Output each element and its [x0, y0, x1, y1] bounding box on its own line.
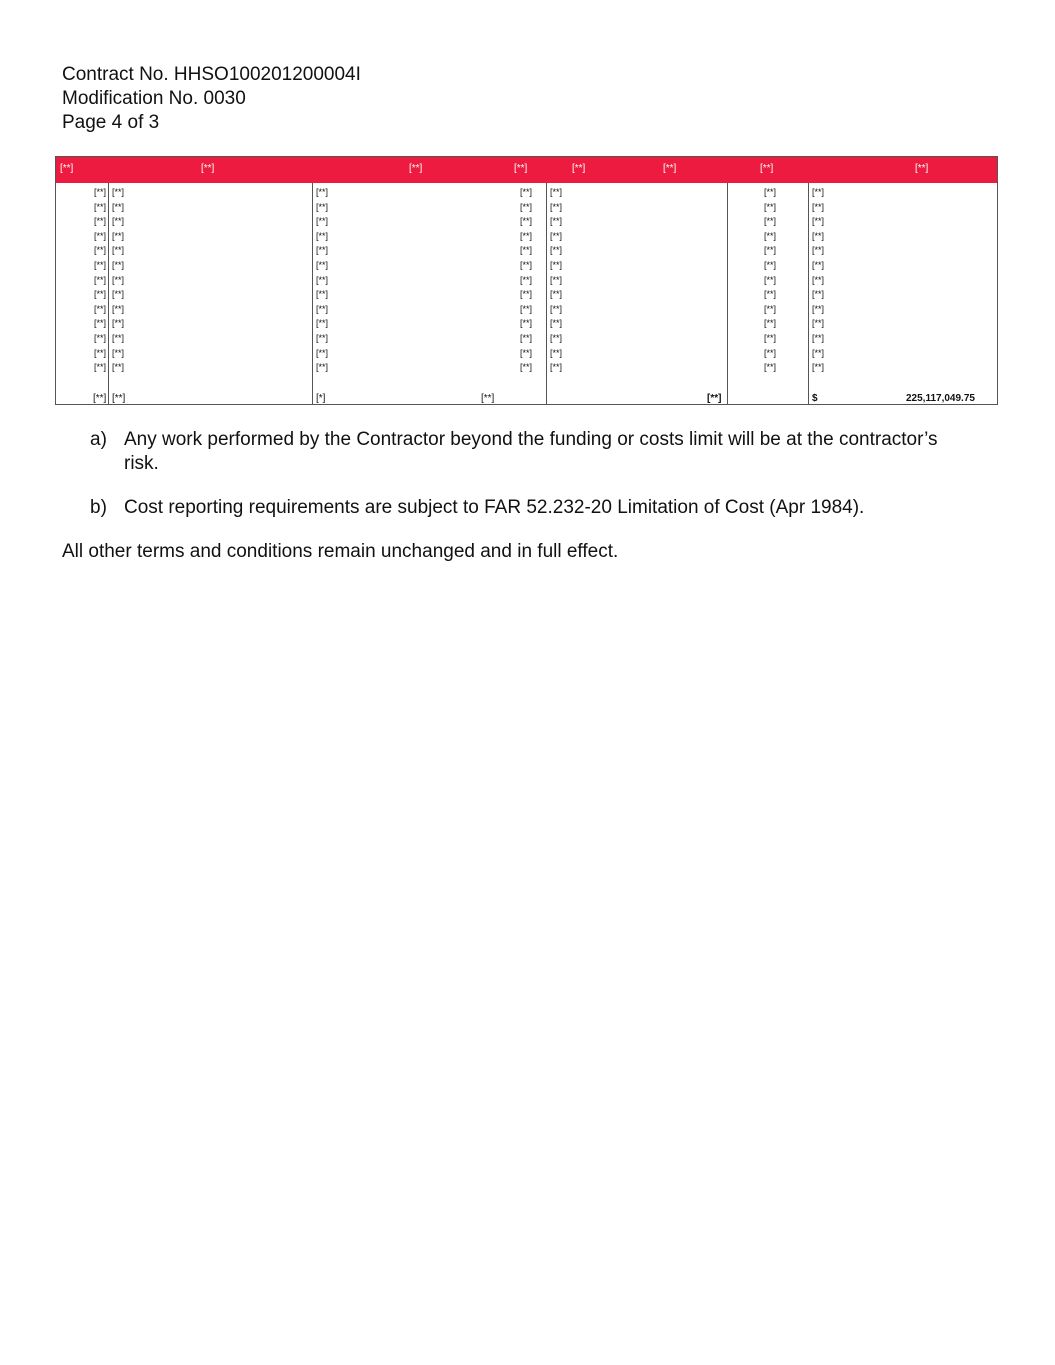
table-cell: [**]: [550, 303, 563, 314]
table-cell: [**]: [316, 274, 329, 285]
table-cell: [**]: [316, 303, 329, 314]
table-cell: [**]: [812, 303, 825, 314]
table-cell: [**]: [93, 187, 106, 197]
table-header-cell: [**]: [572, 163, 586, 174]
list-item-label: a): [90, 429, 107, 450]
table-cell: [**]: [763, 201, 776, 212]
table-cell: [**]: [112, 201, 125, 212]
table-cell: [**]: [812, 318, 825, 329]
table-cell: [**]: [763, 318, 776, 329]
table-cell: [**]: [112, 362, 125, 373]
table-cell: [**]: [812, 289, 825, 300]
table-cell: [**]: [550, 245, 563, 256]
column-divider: [727, 183, 728, 404]
table-cell: [**]: [519, 347, 532, 358]
table-cell: [**]: [550, 230, 563, 241]
table-cell: [**]: [316, 259, 329, 270]
table-header-cell: [**]: [663, 163, 677, 174]
column-divider: [546, 183, 547, 404]
table-header-row: [56, 157, 997, 183]
table-column: [812, 185, 824, 375]
table-header-cell: [**]: [760, 163, 774, 174]
table-cell: [**]: [112, 332, 125, 343]
column-divider: [108, 183, 109, 404]
table-cell: [**]: [519, 318, 532, 329]
table-cell: [**]: [812, 347, 825, 358]
table-column: [76, 185, 106, 375]
table-cell: [**]: [93, 289, 106, 300]
table-cell: [**]: [550, 201, 563, 212]
table-cell: [**]: [763, 245, 776, 256]
column-divider: [312, 183, 313, 404]
closing-statement: All other terms and conditions remain unchanged and in full effect.: [62, 541, 619, 562]
table-cell: [**]: [519, 216, 532, 227]
table-cell: [**]: [112, 303, 125, 314]
modification-number: Modification No. 0030: [62, 88, 246, 109]
table-cell: [**]: [812, 245, 825, 256]
document-header: [62, 63, 361, 135]
table-cell: [**]: [763, 347, 776, 358]
page-number: Page 4 of 3: [62, 112, 160, 133]
table-cell: [**]: [93, 318, 106, 329]
total-cell: [**]: [93, 393, 107, 404]
table-cell: [**]: [316, 332, 329, 343]
table-cell: [**]: [812, 216, 825, 227]
table-cell: [**]: [316, 230, 329, 241]
table-cell: [**]: [316, 245, 329, 256]
table-cell: [**]: [763, 216, 776, 227]
table-cell: [**]: [763, 230, 776, 241]
table-cell: [**]: [316, 362, 329, 373]
table-cell: [**]: [812, 274, 825, 285]
table-header-cell: [**]: [915, 163, 929, 174]
table-cell: [**]: [112, 347, 125, 358]
table-cell: [**]: [93, 201, 106, 212]
total-currency: $: [812, 393, 818, 404]
table-cell: [**]: [763, 303, 776, 314]
contract-number: Contract No. HHSO100201200004I: [62, 64, 361, 85]
table-cell: [**]: [93, 274, 106, 285]
total-amount: 225,117,049.75: [906, 393, 975, 404]
list-item-label: b): [90, 497, 107, 518]
table-cell: [**]: [316, 201, 329, 212]
table-column: [112, 185, 124, 375]
table-cell: [**]: [93, 332, 106, 343]
total-cell: [**]: [707, 393, 722, 404]
table-cell: [**]: [550, 216, 563, 227]
table-cell: [**]: [550, 274, 563, 285]
notes-list: [90, 428, 950, 540]
table-cell: [**]: [93, 230, 106, 241]
table-cell: [**]: [112, 230, 125, 241]
list-item: [90, 496, 950, 520]
table-cell: [**]: [550, 347, 563, 358]
table-cell: [**]: [550, 332, 563, 343]
table-cell: [**]: [763, 332, 776, 343]
table-cell: [**]: [112, 216, 125, 227]
table-cell: [**]: [93, 347, 106, 358]
table-cell: [**]: [112, 318, 125, 329]
table-header-cell: [**]: [60, 163, 74, 174]
table-cell: [**]: [112, 187, 125, 197]
table-cell: [**]: [763, 362, 776, 373]
table-cell: [**]: [763, 259, 776, 270]
table-column: [746, 185, 776, 375]
table-cell: [**]: [316, 347, 329, 358]
table-column: [316, 185, 328, 375]
table-cell: [**]: [812, 332, 825, 343]
table-cell: [**]: [812, 230, 825, 241]
table-cell: [**]: [763, 274, 776, 285]
table-cell: [**]: [812, 201, 825, 212]
table-cell: [**]: [519, 303, 532, 314]
list-item-text: Any work performed by the Contractor beyond the funding or costs limit will be at the contractor’s risk.: [124, 429, 938, 474]
table-column: [506, 185, 532, 375]
table-cell: [**]: [112, 245, 125, 256]
table-cell: [**]: [316, 289, 329, 300]
table-cell: [**]: [550, 362, 563, 373]
table-cell: [**]: [519, 274, 532, 285]
table-cell: [**]: [550, 259, 563, 270]
table-cell: [**]: [316, 216, 329, 227]
list-item-text: Cost reporting requirements are subject to FAR 52.232-20 Limitation of Cost (Apr 1984).: [124, 497, 865, 518]
funding-table: [55, 156, 998, 405]
table-cell: [**]: [519, 201, 532, 212]
table-cell: [**]: [763, 187, 776, 197]
table-cell: [**]: [519, 187, 532, 197]
table-header-cell: [**]: [201, 163, 215, 174]
column-divider: [808, 183, 809, 404]
table-cell: [**]: [93, 259, 106, 270]
table-cell: [**]: [112, 259, 125, 270]
table-cell: [**]: [519, 259, 532, 270]
table-cell: [**]: [93, 362, 106, 373]
table-cell: [**]: [316, 318, 329, 329]
table-cell: [**]: [550, 187, 563, 197]
table-cell: [**]: [519, 245, 532, 256]
table-cell: [**]: [763, 289, 776, 300]
table-cell: [**]: [550, 318, 563, 329]
table-cell: [**]: [93, 216, 106, 227]
table-cell: [**]: [316, 187, 329, 197]
table-header-cell: [**]: [409, 163, 423, 174]
table-cell: [**]: [112, 274, 125, 285]
total-cell: [**]: [481, 393, 495, 404]
table-cell: [**]: [812, 187, 825, 197]
list-item: [90, 428, 950, 476]
table-cell: [**]: [812, 362, 825, 373]
table-cell: [**]: [550, 289, 563, 300]
table-cell: [**]: [519, 230, 532, 241]
total-cell: [**]: [112, 393, 126, 404]
total-cell: [*]: [316, 393, 326, 404]
table-cell: [**]: [519, 362, 532, 373]
table-cell: [**]: [112, 289, 125, 300]
table-cell: [**]: [519, 332, 532, 343]
table-cell: [**]: [812, 259, 825, 270]
table-cell: [**]: [93, 245, 106, 256]
table-column: [550, 185, 562, 375]
table-cell: [**]: [519, 289, 532, 300]
table-header-cell: [**]: [514, 163, 528, 174]
table-cell: [**]: [93, 303, 106, 314]
